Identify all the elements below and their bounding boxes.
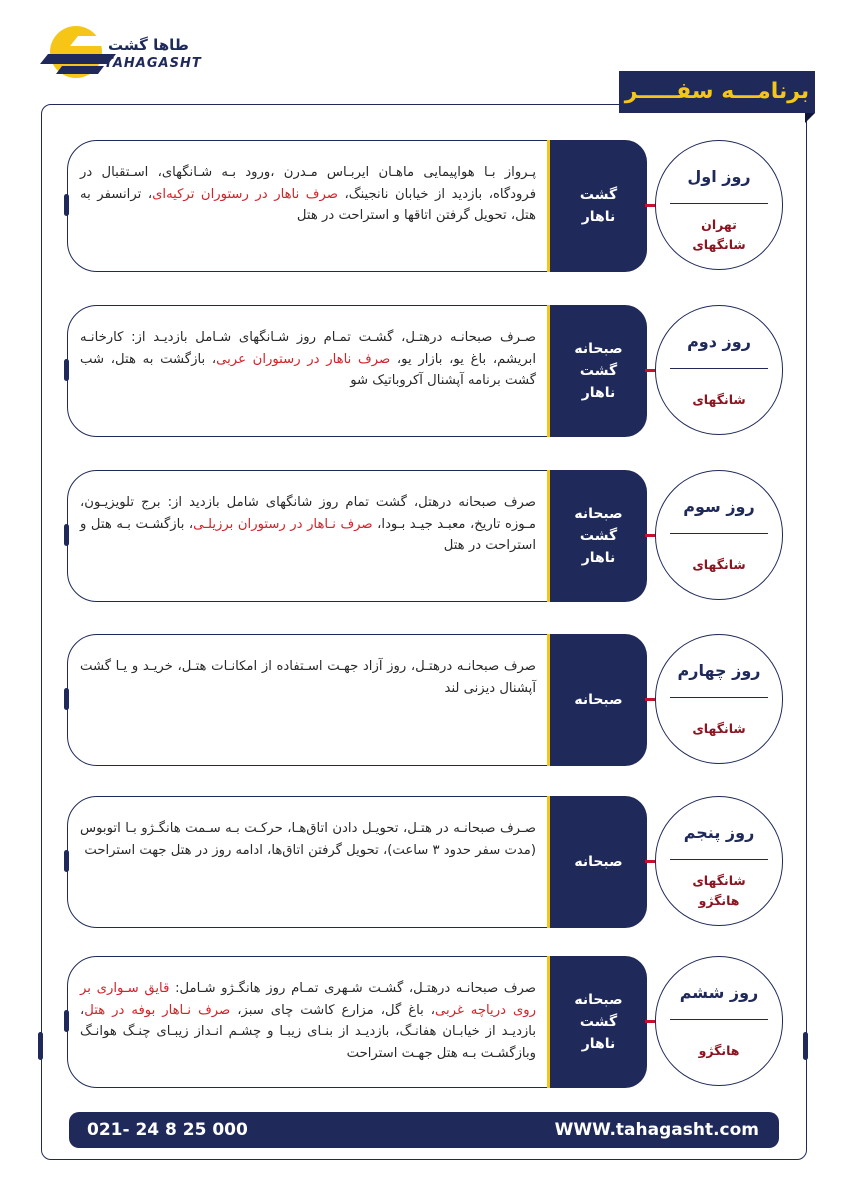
service-item: صبحانه xyxy=(574,506,623,522)
service-item: گشت xyxy=(579,528,618,544)
city-name: هانگژو xyxy=(698,893,740,908)
services-list xyxy=(550,634,647,766)
city-name: هانگژو xyxy=(698,1043,740,1058)
brand-name-fa: طاها گشت xyxy=(108,36,189,54)
day-badge xyxy=(655,470,783,600)
services-list xyxy=(550,470,647,602)
day-title: روز دوم xyxy=(687,332,751,351)
city-name: شانگهای xyxy=(692,721,746,736)
day-divider xyxy=(670,859,768,860)
service-item: صبحانه xyxy=(574,341,623,357)
description-text: ، باغ گل، مزارع کاشت چای سبز، xyxy=(230,1002,435,1018)
service-item: ناهار xyxy=(581,1036,616,1052)
day-row xyxy=(0,305,848,439)
day-row xyxy=(0,140,848,274)
card-edge-tab xyxy=(64,359,69,381)
brand-name-en: TAHAGASHT xyxy=(104,56,202,71)
description-text: ، بازگشت به هتل، شب گشت برنامه آپشنال آکروباتیک شو xyxy=(80,351,536,388)
services-list xyxy=(550,305,647,437)
service-item: صبحانه xyxy=(574,992,623,1008)
services-tab xyxy=(547,956,647,1088)
service-item: گشت xyxy=(579,187,618,203)
city-name: شانگهای xyxy=(692,557,746,572)
service-item: گشت xyxy=(579,1014,618,1030)
day-description xyxy=(80,162,536,227)
day-row xyxy=(0,634,848,768)
day-description xyxy=(80,492,536,557)
description-text: صرف صبحانـه درهتـل، گشـت شـهری تمـام روز هانگـژو شـامل: xyxy=(169,981,537,996)
day-description xyxy=(80,978,536,1064)
description-text: صـرف صبحانـه در هتـل، تحویـل دادن اتاق‌هـا، حرکـت بـه سـمت هانگـژو بـا اتوبوس (مدت سفر حدود ۳ ساعت)، تحویل گرفتن اتاق‌ها، ادامه روز در هتل جهت استراحت xyxy=(80,821,536,858)
day-badge xyxy=(655,305,783,435)
day-title: روز پنجم xyxy=(683,823,755,842)
highlight-text: صرف نـاهار در رستوران برزیلـی xyxy=(193,516,373,532)
card-edge-tab xyxy=(64,524,69,546)
day-title: روز اول xyxy=(687,167,751,186)
day-divider xyxy=(670,1019,768,1020)
day-cities xyxy=(656,865,782,917)
day-badge xyxy=(655,956,783,1086)
card-edge-tab xyxy=(64,850,69,872)
day-description xyxy=(80,327,536,392)
day-badge xyxy=(655,634,783,764)
brand-logo xyxy=(38,24,208,84)
services-tab xyxy=(547,470,647,602)
day-row xyxy=(0,956,848,1090)
card-edge-tab xyxy=(64,1010,69,1032)
page-title: برنامـــه سفـــــر xyxy=(619,71,815,113)
day-title: روز چهارم xyxy=(677,661,761,680)
city-name: تهران xyxy=(701,217,737,232)
highlight-text: صرف ناهار در رستوران ترکیه‌ای xyxy=(152,186,338,202)
service-item: صبحانه xyxy=(574,854,623,870)
day-divider xyxy=(670,368,768,369)
day-cities xyxy=(656,1025,782,1077)
day-row xyxy=(0,470,848,604)
service-item: ناهار xyxy=(581,209,616,225)
day-title: روز ششم xyxy=(679,983,759,1002)
day-row xyxy=(0,796,848,930)
description-text: ، بازگشـت بـه هتل و استراحت در هتل xyxy=(80,516,536,553)
services-list xyxy=(550,956,647,1088)
services-tab xyxy=(547,634,647,766)
day-badge xyxy=(655,796,783,926)
services-tab xyxy=(547,305,647,437)
footer-phone[interactable]: 021- 24 8 25 000 xyxy=(87,1120,248,1140)
day-description xyxy=(80,818,536,861)
services-tab xyxy=(547,140,647,272)
day-divider xyxy=(670,697,768,698)
logo-mark-icon xyxy=(38,24,148,84)
card-edge-tab xyxy=(64,194,69,216)
description-text: پـرواز بـا هواپیمایی ماهـان ایربـاس مـدرن ،ورود بـه شـانگهای، اسـتقبال در فرودگاه، بازدید از خیابان نانجینگ، xyxy=(80,165,536,202)
footer-website[interactable]: WWW.tahagasht.com xyxy=(554,1120,759,1140)
service-item: صبحانه xyxy=(574,692,623,708)
day-description xyxy=(80,656,536,699)
city-name: شانگهای xyxy=(692,237,746,252)
day-cities xyxy=(656,539,782,591)
day-badge xyxy=(655,140,783,270)
highlight-text: قایق سـواری بر روی دریاچه غربی xyxy=(80,981,536,1018)
description-text: صرف صبحانـه درهتـل، روز آزاد جهـت اسـتفاده از امکانـات هتـل، خریـد و یـا گشت آپشنال دیزنی لند xyxy=(80,659,536,696)
highlight-text: صرف ناهار در رستوران عربی xyxy=(216,351,391,367)
highlight-text: صرف نـاهار بوفه در هتل xyxy=(84,1002,231,1018)
services-list xyxy=(550,796,647,928)
day-title: روز سوم xyxy=(683,497,755,516)
description-text: صرف صبحانه درهتل، گشت تمام روز شانگهای شامل بازدید از: برج تلویزیـون، مـوزه تاریخ، معبـد جیـد بـودا، xyxy=(80,495,536,532)
title-ribbon-fold xyxy=(805,113,815,123)
card-edge-tab xyxy=(64,688,69,710)
description-text: صـرف صبحانـه درهتـل، گشـت تمـام روز شـانگهای شـامل بازدیـد از: کارخانـه ابریشم، باغ یو، بازار یو، xyxy=(80,330,536,367)
description-text: ، ترانسفر به هتل، تحویل گرفتن اتاقها و استراحت در هتل xyxy=(80,186,536,223)
footer-bar xyxy=(69,1112,779,1148)
city-name: شانگهای xyxy=(692,873,746,888)
service-item: ناهار xyxy=(581,550,616,566)
day-cities xyxy=(656,703,782,755)
day-divider xyxy=(670,533,768,534)
day-divider xyxy=(670,203,768,204)
services-list xyxy=(550,140,647,272)
day-cities xyxy=(656,374,782,426)
description-text: ، بازدیـد از خیابـان هفانـگ، بازدیـد از بنـای زیبـا و چشـم انـداز زیبـای چنـگ هوانـگ وبازگشـت بـه هتل جهـت استراحت xyxy=(80,1002,536,1061)
services-tab xyxy=(547,796,647,928)
city-name: شانگهای xyxy=(692,392,746,407)
service-item: گشت xyxy=(579,363,618,379)
service-item: ناهار xyxy=(581,385,616,401)
day-cities xyxy=(656,209,782,261)
